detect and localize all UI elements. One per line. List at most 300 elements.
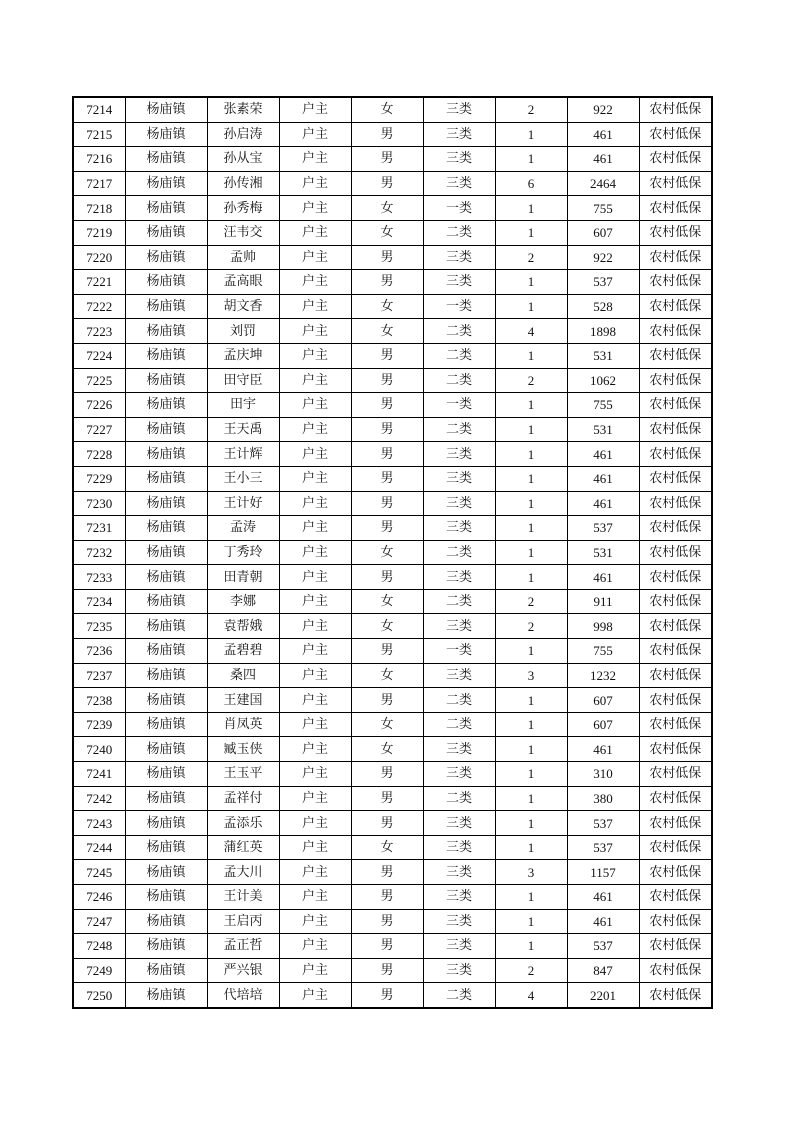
amount-cell: 755 (567, 393, 639, 418)
table-row (73, 147, 712, 172)
serial-number-cell: 7214 (73, 97, 125, 122)
category-cell: 三类 (423, 516, 495, 541)
gender-cell: 男 (351, 688, 423, 713)
serial-number-cell: 7222 (73, 294, 125, 319)
name-cell: 王计辉 (207, 442, 279, 467)
serial-number-cell: 7215 (73, 122, 125, 147)
relation-cell: 户主 (279, 811, 351, 836)
gender-cell: 男 (351, 147, 423, 172)
table-row (73, 983, 712, 1008)
town-cell: 杨庙镇 (125, 442, 207, 467)
assistance-type-cell: 农村低保 (639, 786, 712, 811)
assistance-type-cell: 农村低保 (639, 171, 712, 196)
category-cell: 三类 (423, 762, 495, 787)
serial-number-cell: 7234 (73, 589, 125, 614)
household-size-cell: 1 (495, 220, 567, 245)
serial-number-cell: 7238 (73, 688, 125, 713)
amount-cell: 537 (567, 811, 639, 836)
serial-number-cell: 7236 (73, 639, 125, 664)
gender-cell: 男 (351, 811, 423, 836)
relation-cell: 户主 (279, 762, 351, 787)
town-cell: 杨庙镇 (125, 245, 207, 270)
table-row (73, 639, 712, 664)
town-cell: 杨庙镇 (125, 835, 207, 860)
relation-cell: 户主 (279, 540, 351, 565)
amount-cell: 911 (567, 589, 639, 614)
household-size-cell: 1 (495, 811, 567, 836)
town-cell: 杨庙镇 (125, 934, 207, 959)
category-cell: 三类 (423, 934, 495, 959)
category-cell: 一类 (423, 639, 495, 664)
town-cell: 杨庙镇 (125, 762, 207, 787)
relation-cell: 户主 (279, 958, 351, 983)
name-cell: 孙从宝 (207, 147, 279, 172)
amount-cell: 310 (567, 762, 639, 787)
serial-number-cell: 7241 (73, 762, 125, 787)
name-cell: 王玉平 (207, 762, 279, 787)
category-cell: 三类 (423, 860, 495, 885)
town-cell: 杨庙镇 (125, 983, 207, 1008)
town-cell: 杨庙镇 (125, 220, 207, 245)
household-size-cell: 1 (495, 343, 567, 368)
category-cell: 二类 (423, 220, 495, 245)
household-size-cell: 2 (495, 97, 567, 122)
gender-cell: 女 (351, 540, 423, 565)
household-size-cell: 1 (495, 270, 567, 295)
assistance-type-cell: 农村低保 (639, 516, 712, 541)
serial-number-cell: 7249 (73, 958, 125, 983)
category-cell: 二类 (423, 712, 495, 737)
gender-cell: 男 (351, 885, 423, 910)
gender-cell: 男 (351, 245, 423, 270)
gender-cell: 男 (351, 958, 423, 983)
gender-cell: 男 (351, 368, 423, 393)
household-size-cell: 2 (495, 614, 567, 639)
table-row (73, 589, 712, 614)
town-cell: 杨庙镇 (125, 147, 207, 172)
household-size-cell: 1 (495, 393, 567, 418)
table-body (73, 97, 712, 1008)
assistance-type-cell: 农村低保 (639, 270, 712, 295)
town-cell: 杨庙镇 (125, 294, 207, 319)
table-row (73, 97, 712, 122)
household-size-cell: 3 (495, 860, 567, 885)
town-cell: 杨庙镇 (125, 688, 207, 713)
household-size-cell: 1 (495, 294, 567, 319)
assistance-type-cell: 农村低保 (639, 663, 712, 688)
gender-cell: 男 (351, 491, 423, 516)
household-size-cell: 1 (495, 491, 567, 516)
category-cell: 三类 (423, 245, 495, 270)
serial-number-cell: 7223 (73, 319, 125, 344)
assistance-type-cell: 农村低保 (639, 540, 712, 565)
amount-cell: 461 (567, 442, 639, 467)
gender-cell: 男 (351, 860, 423, 885)
name-cell: 李娜 (207, 589, 279, 614)
town-cell: 杨庙镇 (125, 639, 207, 664)
household-size-cell: 1 (495, 122, 567, 147)
assistance-roster-table (72, 96, 713, 1009)
serial-number-cell: 7226 (73, 393, 125, 418)
amount-cell: 998 (567, 614, 639, 639)
table-row (73, 122, 712, 147)
assistance-type-cell: 农村低保 (639, 491, 712, 516)
relation-cell: 户主 (279, 491, 351, 516)
name-cell: 田守臣 (207, 368, 279, 393)
table-row (73, 171, 712, 196)
category-cell: 二类 (423, 368, 495, 393)
category-cell: 三类 (423, 909, 495, 934)
assistance-type-cell: 农村低保 (639, 245, 712, 270)
serial-number-cell: 7250 (73, 983, 125, 1008)
serial-number-cell: 7219 (73, 220, 125, 245)
name-cell: 孙启涛 (207, 122, 279, 147)
amount-cell: 1062 (567, 368, 639, 393)
category-cell: 三类 (423, 147, 495, 172)
town-cell: 杨庙镇 (125, 589, 207, 614)
gender-cell: 女 (351, 196, 423, 221)
category-cell: 二类 (423, 983, 495, 1008)
name-cell: 孟碧碧 (207, 639, 279, 664)
gender-cell: 男 (351, 762, 423, 787)
table-row (73, 712, 712, 737)
town-cell: 杨庙镇 (125, 491, 207, 516)
category-cell: 二类 (423, 319, 495, 344)
name-cell: 王计美 (207, 885, 279, 910)
household-size-cell: 1 (495, 934, 567, 959)
relation-cell: 户主 (279, 565, 351, 590)
town-cell: 杨庙镇 (125, 516, 207, 541)
relation-cell: 户主 (279, 860, 351, 885)
relation-cell: 户主 (279, 343, 351, 368)
serial-number-cell: 7246 (73, 885, 125, 910)
amount-cell: 528 (567, 294, 639, 319)
assistance-type-cell: 农村低保 (639, 417, 712, 442)
gender-cell: 女 (351, 614, 423, 639)
household-size-cell: 1 (495, 417, 567, 442)
table-row (73, 958, 712, 983)
serial-number-cell: 7224 (73, 343, 125, 368)
amount-cell: 607 (567, 688, 639, 713)
gender-cell: 男 (351, 909, 423, 934)
household-size-cell: 3 (495, 663, 567, 688)
relation-cell: 户主 (279, 171, 351, 196)
relation-cell: 户主 (279, 983, 351, 1008)
town-cell: 杨庙镇 (125, 663, 207, 688)
name-cell: 桑四 (207, 663, 279, 688)
gender-cell: 男 (351, 934, 423, 959)
relation-cell: 户主 (279, 614, 351, 639)
relation-cell: 户主 (279, 196, 351, 221)
town-cell: 杨庙镇 (125, 712, 207, 737)
category-cell: 三类 (423, 811, 495, 836)
household-size-cell: 1 (495, 835, 567, 860)
category-cell: 二类 (423, 540, 495, 565)
amount-cell: 922 (567, 97, 639, 122)
name-cell: 汪韦交 (207, 220, 279, 245)
relation-cell: 户主 (279, 417, 351, 442)
relation-cell: 户主 (279, 466, 351, 491)
amount-cell: 461 (567, 491, 639, 516)
gender-cell: 男 (351, 343, 423, 368)
relation-cell: 户主 (279, 712, 351, 737)
name-cell: 王启丙 (207, 909, 279, 934)
town-cell: 杨庙镇 (125, 122, 207, 147)
assistance-type-cell: 农村低保 (639, 589, 712, 614)
household-size-cell: 1 (495, 885, 567, 910)
gender-cell: 男 (351, 516, 423, 541)
relation-cell: 户主 (279, 97, 351, 122)
name-cell: 孟添乐 (207, 811, 279, 836)
town-cell: 杨庙镇 (125, 737, 207, 762)
gender-cell: 女 (351, 737, 423, 762)
amount-cell: 2201 (567, 983, 639, 1008)
serial-number-cell: 7218 (73, 196, 125, 221)
amount-cell: 1157 (567, 860, 639, 885)
table-row (73, 762, 712, 787)
category-cell: 一类 (423, 196, 495, 221)
table-row (73, 663, 712, 688)
name-cell: 孟大川 (207, 860, 279, 885)
name-cell: 王建国 (207, 688, 279, 713)
category-cell: 一类 (423, 294, 495, 319)
category-cell: 三类 (423, 663, 495, 688)
relation-cell: 户主 (279, 245, 351, 270)
assistance-type-cell: 农村低保 (639, 712, 712, 737)
amount-cell: 537 (567, 516, 639, 541)
name-cell: 胡文香 (207, 294, 279, 319)
relation-cell: 户主 (279, 885, 351, 910)
category-cell: 二类 (423, 417, 495, 442)
relation-cell: 户主 (279, 663, 351, 688)
table-row (73, 885, 712, 910)
serial-number-cell: 7221 (73, 270, 125, 295)
category-cell: 三类 (423, 122, 495, 147)
household-size-cell: 1 (495, 565, 567, 590)
town-cell: 杨庙镇 (125, 196, 207, 221)
name-cell: 孟庆坤 (207, 343, 279, 368)
assistance-type-cell: 农村低保 (639, 811, 712, 836)
serial-number-cell: 7243 (73, 811, 125, 836)
household-size-cell: 1 (495, 737, 567, 762)
assistance-type-cell: 农村低保 (639, 122, 712, 147)
table-row (73, 196, 712, 221)
serial-number-cell: 7231 (73, 516, 125, 541)
relation-cell: 户主 (279, 835, 351, 860)
amount-cell: 755 (567, 639, 639, 664)
gender-cell: 男 (351, 122, 423, 147)
name-cell: 肖凤英 (207, 712, 279, 737)
assistance-type-cell: 农村低保 (639, 688, 712, 713)
table-row (73, 319, 712, 344)
assistance-type-cell: 农村低保 (639, 97, 712, 122)
name-cell: 张素荣 (207, 97, 279, 122)
name-cell: 刘罚 (207, 319, 279, 344)
assistance-type-cell: 农村低保 (639, 147, 712, 172)
gender-cell: 男 (351, 786, 423, 811)
serial-number-cell: 7248 (73, 934, 125, 959)
relation-cell: 户主 (279, 319, 351, 344)
household-size-cell: 1 (495, 639, 567, 664)
category-cell: 二类 (423, 589, 495, 614)
relation-cell: 户主 (279, 786, 351, 811)
assistance-type-cell: 农村低保 (639, 393, 712, 418)
assistance-type-cell: 农村低保 (639, 639, 712, 664)
name-cell: 王计好 (207, 491, 279, 516)
serial-number-cell: 7220 (73, 245, 125, 270)
table-row (73, 811, 712, 836)
amount-cell: 461 (567, 147, 639, 172)
name-cell: 丁秀玲 (207, 540, 279, 565)
amount-cell: 537 (567, 835, 639, 860)
town-cell: 杨庙镇 (125, 811, 207, 836)
serial-number-cell: 7240 (73, 737, 125, 762)
amount-cell: 755 (567, 196, 639, 221)
table-row (73, 368, 712, 393)
household-size-cell: 1 (495, 540, 567, 565)
town-cell: 杨庙镇 (125, 393, 207, 418)
assistance-type-cell: 农村低保 (639, 343, 712, 368)
gender-cell: 女 (351, 97, 423, 122)
household-size-cell: 2 (495, 368, 567, 393)
gender-cell: 男 (351, 393, 423, 418)
amount-cell: 537 (567, 934, 639, 959)
table-row (73, 737, 712, 762)
serial-number-cell: 7229 (73, 466, 125, 491)
town-cell: 杨庙镇 (125, 540, 207, 565)
assistance-type-cell: 农村低保 (639, 885, 712, 910)
table-row (73, 343, 712, 368)
name-cell: 王小三 (207, 466, 279, 491)
serial-number-cell: 7216 (73, 147, 125, 172)
serial-number-cell: 7237 (73, 663, 125, 688)
name-cell: 孙秀梅 (207, 196, 279, 221)
name-cell: 田宇 (207, 393, 279, 418)
relation-cell: 户主 (279, 589, 351, 614)
household-size-cell: 4 (495, 983, 567, 1008)
assistance-type-cell: 农村低保 (639, 368, 712, 393)
town-cell: 杨庙镇 (125, 860, 207, 885)
category-cell: 二类 (423, 343, 495, 368)
table-row (73, 934, 712, 959)
amount-cell: 531 (567, 417, 639, 442)
household-size-cell: 1 (495, 786, 567, 811)
household-size-cell: 4 (495, 319, 567, 344)
serial-number-cell: 7245 (73, 860, 125, 885)
serial-number-cell: 7247 (73, 909, 125, 934)
assistance-type-cell: 农村低保 (639, 934, 712, 959)
table-row (73, 393, 712, 418)
town-cell: 杨庙镇 (125, 270, 207, 295)
name-cell: 孙传湘 (207, 171, 279, 196)
serial-number-cell: 7242 (73, 786, 125, 811)
town-cell: 杨庙镇 (125, 343, 207, 368)
name-cell: 孟涛 (207, 516, 279, 541)
amount-cell: 461 (567, 565, 639, 590)
gender-cell: 男 (351, 466, 423, 491)
gender-cell: 女 (351, 220, 423, 245)
assistance-type-cell: 农村低保 (639, 762, 712, 787)
relation-cell: 户主 (279, 639, 351, 664)
category-cell: 二类 (423, 786, 495, 811)
name-cell: 孟正哲 (207, 934, 279, 959)
household-size-cell: 1 (495, 688, 567, 713)
amount-cell: 531 (567, 343, 639, 368)
assistance-type-cell: 农村低保 (639, 860, 712, 885)
table-row (73, 565, 712, 590)
town-cell: 杨庙镇 (125, 368, 207, 393)
assistance-type-cell: 农村低保 (639, 958, 712, 983)
name-cell: 田青朝 (207, 565, 279, 590)
household-size-cell: 1 (495, 196, 567, 221)
serial-number-cell: 7233 (73, 565, 125, 590)
amount-cell: 461 (567, 909, 639, 934)
assistance-type-cell: 农村低保 (639, 196, 712, 221)
category-cell: 三类 (423, 171, 495, 196)
relation-cell: 户主 (279, 516, 351, 541)
relation-cell: 户主 (279, 368, 351, 393)
assistance-type-cell: 农村低保 (639, 983, 712, 1008)
assistance-type-cell: 农村低保 (639, 737, 712, 762)
amount-cell: 922 (567, 245, 639, 270)
category-cell: 三类 (423, 614, 495, 639)
household-size-cell: 1 (495, 466, 567, 491)
town-cell: 杨庙镇 (125, 319, 207, 344)
category-cell: 三类 (423, 466, 495, 491)
relation-cell: 户主 (279, 147, 351, 172)
household-size-cell: 1 (495, 909, 567, 934)
gender-cell: 女 (351, 294, 423, 319)
amount-cell: 461 (567, 466, 639, 491)
assistance-type-cell: 农村低保 (639, 565, 712, 590)
amount-cell: 1898 (567, 319, 639, 344)
amount-cell: 607 (567, 712, 639, 737)
gender-cell: 男 (351, 639, 423, 664)
category-cell: 三类 (423, 885, 495, 910)
amount-cell: 461 (567, 885, 639, 910)
gender-cell: 男 (351, 417, 423, 442)
household-size-cell: 6 (495, 171, 567, 196)
amount-cell: 607 (567, 220, 639, 245)
category-cell: 三类 (423, 958, 495, 983)
name-cell: 王天禹 (207, 417, 279, 442)
table-row (73, 614, 712, 639)
category-cell: 三类 (423, 565, 495, 590)
category-cell: 三类 (423, 491, 495, 516)
relation-cell: 户主 (279, 688, 351, 713)
town-cell: 杨庙镇 (125, 786, 207, 811)
table-row (73, 220, 712, 245)
serial-number-cell: 7225 (73, 368, 125, 393)
table-row (73, 417, 712, 442)
relation-cell: 户主 (279, 737, 351, 762)
category-cell: 二类 (423, 688, 495, 713)
gender-cell: 男 (351, 565, 423, 590)
table-row (73, 860, 712, 885)
household-size-cell: 1 (495, 442, 567, 467)
relation-cell: 户主 (279, 442, 351, 467)
relation-cell: 户主 (279, 270, 351, 295)
category-cell: 三类 (423, 270, 495, 295)
household-size-cell: 2 (495, 958, 567, 983)
serial-number-cell: 7228 (73, 442, 125, 467)
table-row (73, 294, 712, 319)
category-cell: 三类 (423, 97, 495, 122)
serial-number-cell: 7232 (73, 540, 125, 565)
name-cell: 代培培 (207, 983, 279, 1008)
amount-cell: 380 (567, 786, 639, 811)
relation-cell: 户主 (279, 122, 351, 147)
